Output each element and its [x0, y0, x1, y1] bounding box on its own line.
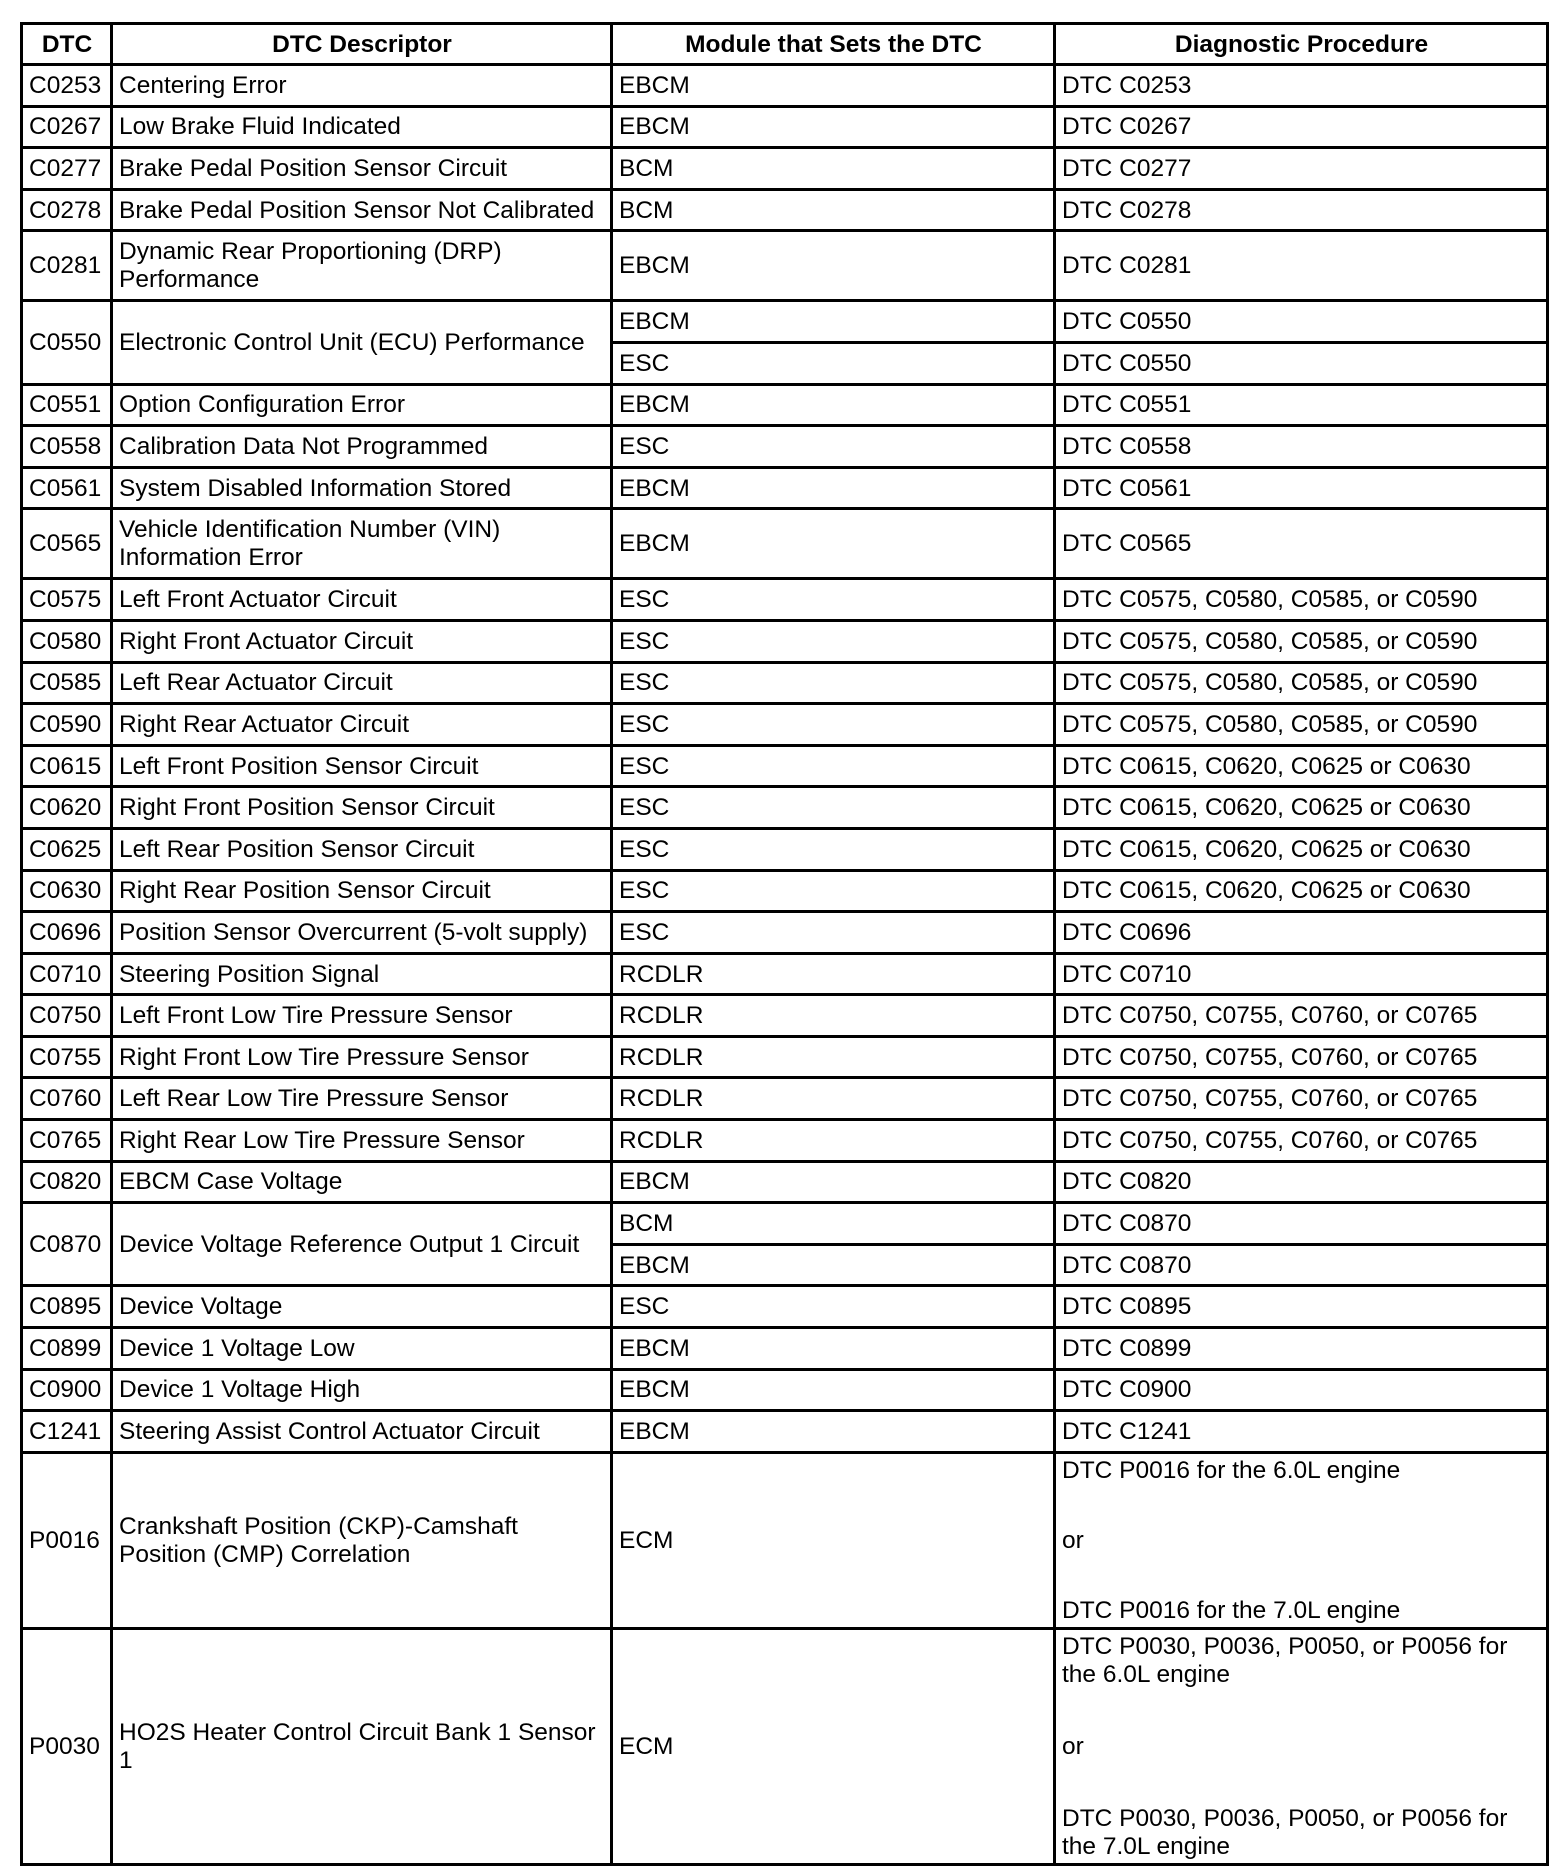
- cell-diagnostic-procedure: DTC C0281: [1055, 231, 1548, 301]
- cell-diagnostic-procedure: DTC C0575, C0580, C0585, or C0590: [1055, 579, 1548, 621]
- table-row: [22, 1369, 1548, 1411]
- cell-module: EBCM: [612, 1244, 1055, 1286]
- cell-module: EBCM: [612, 1369, 1055, 1411]
- cell-module: RCDLR: [612, 1078, 1055, 1120]
- cell-dtc-code: P0030: [22, 1628, 112, 1864]
- cell-module: BCM: [612, 1203, 1055, 1245]
- cell-dtc-descriptor: Right Rear Low Tire Pressure Sensor: [112, 1120, 612, 1162]
- cell-dtc-code: C0551: [22, 384, 112, 426]
- cell-dtc-descriptor: Dynamic Rear Proportioning (DRP) Performance: [112, 231, 612, 301]
- procedure-line: or: [1062, 1526, 1084, 1554]
- cell-dtc-descriptor: Crankshaft Position (CKP)-Camshaft Position (CMP) Correlation: [112, 1452, 612, 1628]
- cell-module: RCDLR: [612, 1036, 1055, 1078]
- cell-dtc-code: C0630: [22, 870, 112, 912]
- cell-dtc-code: C0550: [22, 301, 112, 384]
- procedure-line: DTC P0016 for the 6.0L engine: [1062, 1456, 1401, 1484]
- cell-module: RCDLR: [612, 995, 1055, 1037]
- cell-dtc-descriptor: Right Front Low Tire Pressure Sensor: [112, 1036, 612, 1078]
- cell-dtc-descriptor: Steering Assist Control Actuator Circuit: [112, 1411, 612, 1453]
- table-row: [22, 1286, 1548, 1328]
- table-row: [22, 1036, 1548, 1078]
- cell-module: ESC: [612, 662, 1055, 704]
- cell-diagnostic-procedure: DTC C0750, C0755, C0760, or C0765: [1055, 1036, 1548, 1078]
- cell-dtc-descriptor: Low Brake Fluid Indicated: [112, 106, 612, 148]
- table-row: [22, 106, 1548, 148]
- cell-dtc-code: C0899: [22, 1328, 112, 1370]
- cell-dtc-descriptor: HO2S Heater Control Circuit Bank 1 Sensor 1: [112, 1628, 612, 1864]
- cell-module: RCDLR: [612, 953, 1055, 995]
- cell-module: BCM: [612, 189, 1055, 231]
- cell-dtc-code: C0870: [22, 1203, 112, 1286]
- cell-dtc-descriptor: Brake Pedal Position Sensor Not Calibrated: [112, 189, 612, 231]
- cell-dtc-code: C0900: [22, 1369, 112, 1411]
- table-row: [22, 509, 1548, 579]
- cell-module: EBCM: [612, 1161, 1055, 1203]
- table-row: [22, 1120, 1548, 1162]
- cell-dtc-code: C0267: [22, 106, 112, 148]
- cell-dtc-descriptor: Right Rear Position Sensor Circuit: [112, 870, 612, 912]
- cell-dtc-code: C0625: [22, 828, 112, 870]
- cell-diagnostic-procedure: DTC C0575, C0580, C0585, or C0590: [1055, 662, 1548, 704]
- cell-diagnostic-procedure: DTC C0550: [1055, 342, 1548, 384]
- cell-dtc-code: C0760: [22, 1078, 112, 1120]
- cell-module: ESC: [612, 745, 1055, 787]
- cell-dtc-descriptor: Position Sensor Overcurrent (5-volt supply): [112, 912, 612, 954]
- cell-diagnostic-procedure: DTC C0615, C0620, C0625 or C0630: [1055, 870, 1548, 912]
- cell-diagnostic-procedure: DTC C0575, C0580, C0585, or C0590: [1055, 620, 1548, 662]
- cell-dtc-code: C0590: [22, 704, 112, 746]
- cell-dtc-code: C0558: [22, 426, 112, 468]
- table-row: [22, 787, 1548, 829]
- table-row: [22, 745, 1548, 787]
- cell-module: ESC: [612, 870, 1055, 912]
- table-row: [22, 189, 1548, 231]
- cell-diagnostic-procedure: DTC C0561: [1055, 467, 1548, 509]
- cell-dtc-code: C0585: [22, 662, 112, 704]
- cell-dtc-descriptor: Steering Position Signal: [112, 953, 612, 995]
- table-row: [22, 148, 1548, 190]
- cell-diagnostic-procedure: DTC C0558: [1055, 426, 1548, 468]
- cell-dtc-code: C0755: [22, 1036, 112, 1078]
- table-row: [22, 828, 1548, 870]
- table-body: [22, 65, 1548, 1865]
- cell-dtc-code: C0620: [22, 787, 112, 829]
- procedure-line: DTC P0030, P0036, P0050, or P0056 for the 6.0L engine: [1062, 1632, 1508, 1688]
- header-module: Module that Sets the DTC: [612, 24, 1055, 65]
- cell-diagnostic-procedure: DTC C0267: [1055, 106, 1548, 148]
- procedure-line: DTC P0016 for the 7.0L engine: [1062, 1596, 1401, 1624]
- table-row: [22, 384, 1548, 426]
- cell-module: ECM: [612, 1452, 1055, 1628]
- table-row: [22, 1328, 1548, 1370]
- cell-dtc-descriptor: Left Rear Low Tire Pressure Sensor: [112, 1078, 612, 1120]
- cell-diagnostic-procedure: [1055, 1452, 1548, 1628]
- cell-dtc-descriptor: Right Rear Actuator Circuit: [112, 704, 612, 746]
- cell-dtc-descriptor: Option Configuration Error: [112, 384, 612, 426]
- table-row: [22, 662, 1548, 704]
- cell-module: ESC: [612, 787, 1055, 829]
- cell-module: ECM: [612, 1628, 1055, 1864]
- table-row: [22, 620, 1548, 662]
- cell-diagnostic-procedure: DTC C0750, C0755, C0760, or C0765: [1055, 1120, 1548, 1162]
- cell-diagnostic-procedure: DTC C0277: [1055, 148, 1548, 190]
- cell-dtc-code: C0895: [22, 1286, 112, 1328]
- cell-dtc-descriptor: Left Rear Position Sensor Circuit: [112, 828, 612, 870]
- table-row: [22, 65, 1548, 107]
- cell-dtc-code: C0580: [22, 620, 112, 662]
- cell-module: EBCM: [612, 231, 1055, 301]
- cell-diagnostic-procedure: DTC C0750, C0755, C0760, or C0765: [1055, 995, 1548, 1037]
- cell-dtc-descriptor: Left Front Low Tire Pressure Sensor: [112, 995, 612, 1037]
- header-dtc: DTC: [22, 24, 112, 65]
- cell-dtc-code: C0561: [22, 467, 112, 509]
- cell-module: ESC: [612, 579, 1055, 621]
- cell-diagnostic-procedure: DTC C0565: [1055, 509, 1548, 579]
- cell-module: EBCM: [612, 1411, 1055, 1453]
- cell-module: EBCM: [612, 1328, 1055, 1370]
- cell-dtc-descriptor: Left Rear Actuator Circuit: [112, 662, 612, 704]
- table-row: [22, 704, 1548, 746]
- cell-dtc-descriptor: System Disabled Information Stored: [112, 467, 612, 509]
- cell-dtc-code: C0696: [22, 912, 112, 954]
- cell-module: EBCM: [612, 65, 1055, 107]
- cell-dtc-descriptor: EBCM Case Voltage: [112, 1161, 612, 1203]
- cell-module: EBCM: [612, 106, 1055, 148]
- cell-module: ESC: [612, 426, 1055, 468]
- table-row: [22, 1078, 1548, 1120]
- cell-diagnostic-procedure: DTC C0870: [1055, 1244, 1548, 1286]
- table-row: [22, 870, 1548, 912]
- cell-dtc-descriptor: Calibration Data Not Programmed: [112, 426, 612, 468]
- cell-diagnostic-procedure: DTC C0820: [1055, 1161, 1548, 1203]
- cell-module: EBCM: [612, 467, 1055, 509]
- cell-diagnostic-procedure: DTC C0750, C0755, C0760, or C0765: [1055, 1078, 1548, 1120]
- header-row: [22, 24, 1548, 65]
- cell-dtc-code: C0277: [22, 148, 112, 190]
- cell-dtc-descriptor: Device Voltage Reference Output 1 Circuit: [112, 1203, 612, 1286]
- cell-diagnostic-procedure: DTC C0615, C0620, C0625 or C0630: [1055, 745, 1548, 787]
- cell-dtc-descriptor: Electronic Control Unit (ECU) Performance: [112, 301, 612, 384]
- cell-dtc-code: C0253: [22, 65, 112, 107]
- cell-dtc-descriptor: Left Front Actuator Circuit: [112, 579, 612, 621]
- cell-dtc-code: C0750: [22, 995, 112, 1037]
- cell-module: EBCM: [612, 301, 1055, 343]
- cell-diagnostic-procedure: DTC C0551: [1055, 384, 1548, 426]
- cell-dtc-descriptor: Brake Pedal Position Sensor Circuit: [112, 148, 612, 190]
- cell-diagnostic-procedure: DTC C0278: [1055, 189, 1548, 231]
- cell-dtc-code: C0278: [22, 189, 112, 231]
- cell-dtc-descriptor: Right Front Actuator Circuit: [112, 620, 612, 662]
- cell-dtc-descriptor: Right Front Position Sensor Circuit: [112, 787, 612, 829]
- cell-diagnostic-procedure: DTC C0895: [1055, 1286, 1548, 1328]
- cell-diagnostic-procedure: DTC C0550: [1055, 301, 1548, 343]
- cell-diagnostic-procedure: DTC C0615, C0620, C0625 or C0630: [1055, 828, 1548, 870]
- procedure-lines: [1062, 1633, 1541, 1861]
- cell-dtc-descriptor: Device Voltage: [112, 1286, 612, 1328]
- procedure-lines: [1062, 1457, 1541, 1625]
- table-row: [22, 912, 1548, 954]
- cell-dtc-descriptor: Device 1 Voltage Low: [112, 1328, 612, 1370]
- table-header: [22, 24, 1548, 65]
- cell-diagnostic-procedure: [1055, 1628, 1548, 1864]
- cell-module: ESC: [612, 1286, 1055, 1328]
- cell-diagnostic-procedure: DTC C0710: [1055, 953, 1548, 995]
- cell-diagnostic-procedure: DTC C0253: [1055, 65, 1548, 107]
- procedure-line: or: [1062, 1732, 1084, 1760]
- header-descriptor: DTC Descriptor: [112, 24, 612, 65]
- cell-diagnostic-procedure: DTC C0696: [1055, 912, 1548, 954]
- cell-module: ESC: [612, 912, 1055, 954]
- table-row: [22, 1628, 1548, 1864]
- cell-diagnostic-procedure: DTC C0575, C0580, C0585, or C0590: [1055, 704, 1548, 746]
- cell-dtc-code: C0710: [22, 953, 112, 995]
- cell-dtc-code: C0765: [22, 1120, 112, 1162]
- cell-module: ESC: [612, 620, 1055, 662]
- cell-module: RCDLR: [612, 1120, 1055, 1162]
- cell-diagnostic-procedure: DTC C0899: [1055, 1328, 1548, 1370]
- cell-dtc-descriptor: Vehicle Identification Number (VIN) Information Error: [112, 509, 612, 579]
- table-row: [22, 1203, 1548, 1245]
- cell-diagnostic-procedure: DTC C0615, C0620, C0625 or C0630: [1055, 787, 1548, 829]
- cell-dtc-descriptor: Left Front Position Sensor Circuit: [112, 745, 612, 787]
- header-procedure: Diagnostic Procedure: [1055, 24, 1548, 65]
- cell-dtc-code: P0016: [22, 1452, 112, 1628]
- table-row: [22, 426, 1548, 468]
- cell-diagnostic-procedure: DTC C1241: [1055, 1411, 1548, 1453]
- procedure-line: DTC P0030, P0036, P0050, or P0056 for the 7.0L engine: [1062, 1804, 1508, 1860]
- cell-dtc-code: C0281: [22, 231, 112, 301]
- table-row: [22, 1452, 1548, 1628]
- cell-dtc-code: C0820: [22, 1161, 112, 1203]
- cell-diagnostic-procedure: DTC C0900: [1055, 1369, 1548, 1411]
- table-row: [22, 953, 1548, 995]
- dtc-table: [20, 22, 1549, 1866]
- cell-module: EBCM: [612, 384, 1055, 426]
- cell-module: ESC: [612, 828, 1055, 870]
- table-row: [22, 579, 1548, 621]
- table-row: [22, 231, 1548, 301]
- cell-module: ESC: [612, 704, 1055, 746]
- table-row: [22, 301, 1548, 343]
- table-row: [22, 995, 1548, 1037]
- cell-dtc-descriptor: Device 1 Voltage High: [112, 1369, 612, 1411]
- cell-dtc-descriptor: Centering Error: [112, 65, 612, 107]
- cell-module: ESC: [612, 342, 1055, 384]
- cell-module: EBCM: [612, 509, 1055, 579]
- cell-diagnostic-procedure: DTC C0870: [1055, 1203, 1548, 1245]
- cell-dtc-code: C0615: [22, 745, 112, 787]
- cell-dtc-code: C0565: [22, 509, 112, 579]
- cell-dtc-code: C1241: [22, 1411, 112, 1453]
- table-row: [22, 467, 1548, 509]
- cell-dtc-code: C0575: [22, 579, 112, 621]
- table-row: [22, 1411, 1548, 1453]
- cell-module: BCM: [612, 148, 1055, 190]
- table-row: [22, 1161, 1548, 1203]
